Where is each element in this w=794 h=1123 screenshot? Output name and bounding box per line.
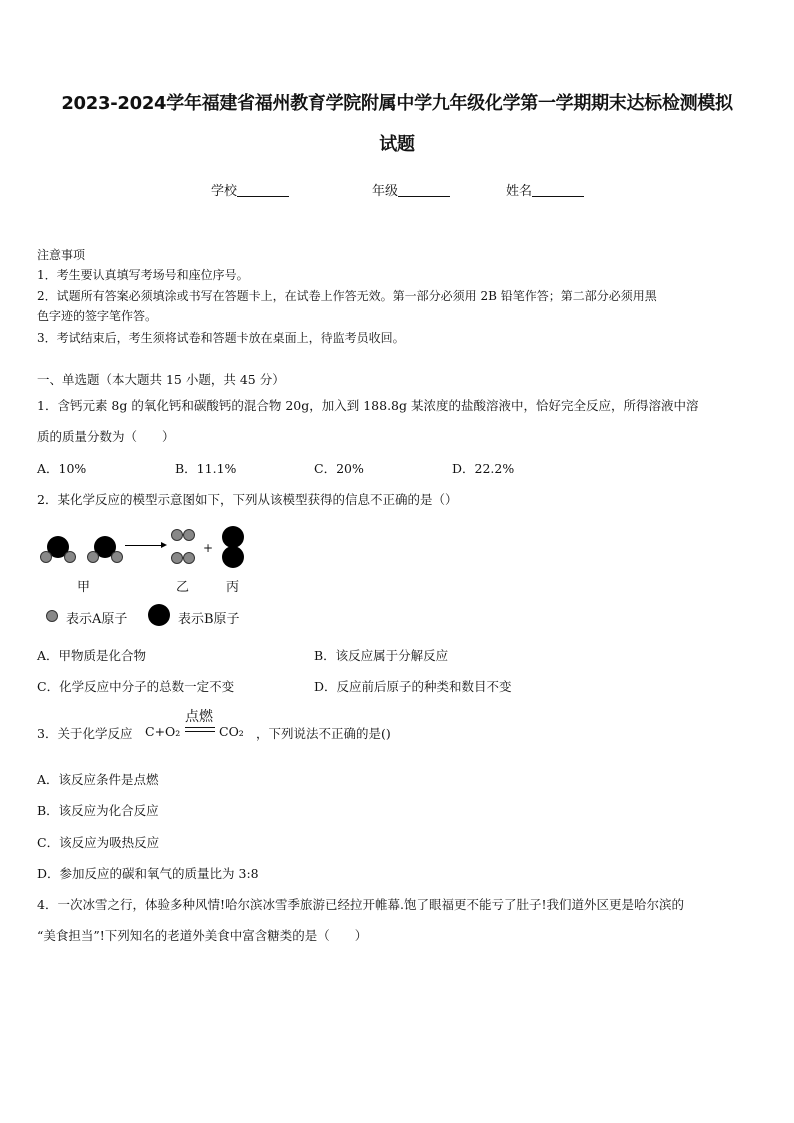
q3-option-a[interactable]: A．该反应条件是点燃 [37, 772, 159, 787]
q1-option-d[interactable]: D．22.2% [452, 461, 515, 476]
equation-equals-sign [185, 727, 215, 732]
question-4-stem: 4．一次冰雪之行，体验多种风情!哈尔滨冰雪季旅游已经拉开帷幕.饱了眼福更不能亏了肚子!我们道外区更是哈尔滨的 [37, 897, 684, 912]
atom-a [111, 551, 123, 563]
school-label: 学校 [211, 184, 238, 199]
question-3-prefix: 3．关于化学反应 [37, 726, 133, 741]
question-2-stem: 2．某化学反应的模型示意图如下，下列从该模型获得的信息不正确的是（） [37, 492, 458, 507]
reaction-arrow [125, 545, 165, 546]
question-1-stem: 1．含钙元素 8g 的氧化钙和碳酸钙的混合物 20g，加入到 188.8g 某浓度的盐酸溶液中，恰好完全反应，所得溶液中溶 [37, 398, 699, 413]
grade-label: 年级 [372, 184, 399, 199]
school-blank[interactable] [237, 183, 289, 197]
q3-option-d[interactable]: D．参加反应的碳和氧气的质量比为 3:8 [37, 866, 259, 881]
q2-option-b[interactable]: B．该反应属于分解反应 [314, 648, 449, 663]
atom-a [171, 552, 183, 564]
atom-a [40, 551, 52, 563]
grade-field [372, 180, 450, 199]
plus-sign: + [203, 541, 214, 555]
name-label: 姓名 [506, 184, 533, 199]
label-yi: 乙 [176, 580, 190, 595]
exam-title-line1: 2023-2024学年福建省福州教育学院附属中学九年级化学第一学期期末达标检测模拟 [61, 93, 733, 114]
notice-item: 2．试题所有答案必须填涂或书写在答题卡上，在试卷上作答无效。第一部分必须用 2B 铅笔作答；第二部分必须用黑 [37, 289, 657, 303]
legend-b-text: 表示B原子 [178, 612, 240, 627]
notice-item: 色字迹的签字笔作答。 [37, 309, 158, 323]
notice-item: 3．考试结束后，考生须将试卷和答题卡放在桌面上，待监考员收回。 [37, 331, 405, 345]
name-blank[interactable] [532, 183, 584, 197]
legend-a-text: 表示A原子 [66, 612, 128, 627]
section-heading: 一、单选题（本大题共 15 小题，共 45 分） [37, 372, 285, 387]
q2-option-d[interactable]: D．反应前后原子的种类和数目不变 [314, 679, 512, 694]
chemical-equation [145, 709, 265, 744]
atom-a [171, 529, 183, 541]
atom-a [183, 529, 195, 541]
notice-item: 1．考生要认真填写考场号和座位序号。 [37, 268, 249, 282]
question-3-suffix: ，下列说法不正确的是() [256, 726, 391, 741]
q1-option-b[interactable]: B．11.1% [175, 461, 237, 476]
atom-a [87, 551, 99, 563]
q3-option-b[interactable]: B．该反应为化合反应 [37, 803, 159, 818]
atom-a [64, 551, 76, 563]
q3-option-c[interactable]: C．该反应为吸热反应 [37, 835, 160, 850]
grade-blank[interactable] [398, 183, 450, 197]
notice-heading: 注意事项 [37, 248, 86, 262]
equation-condition: 点燃 [185, 709, 213, 725]
label-bing: 丙 [226, 580, 240, 595]
q1-option-a[interactable]: A．10% [37, 461, 87, 476]
legend-atom-a-icon [46, 610, 58, 622]
name-field [506, 180, 584, 199]
question-1-stem-cont: 质的质量分数为（ ） [37, 429, 175, 444]
atom-b [222, 546, 244, 568]
q2-option-c[interactable]: C．化学反应中分子的总数一定不变 [37, 679, 235, 694]
label-jia: 甲 [77, 580, 91, 595]
q2-option-a[interactable]: A．甲物质是化合物 [37, 648, 147, 663]
exam-title-line2: 试题 [379, 134, 415, 155]
question-4-stem-cont: “美食担当”!下列知名的老道外美食中富含糖类的是（ ） [37, 928, 368, 943]
atom-b [222, 526, 244, 548]
equation-product: CO₂ [219, 724, 244, 739]
atom-a [183, 552, 195, 564]
equation-reactants: C+O₂ [145, 724, 181, 739]
q1-option-c[interactable]: C．20% [314, 461, 364, 476]
school-field [211, 180, 289, 199]
legend-atom-b-icon [148, 604, 170, 626]
